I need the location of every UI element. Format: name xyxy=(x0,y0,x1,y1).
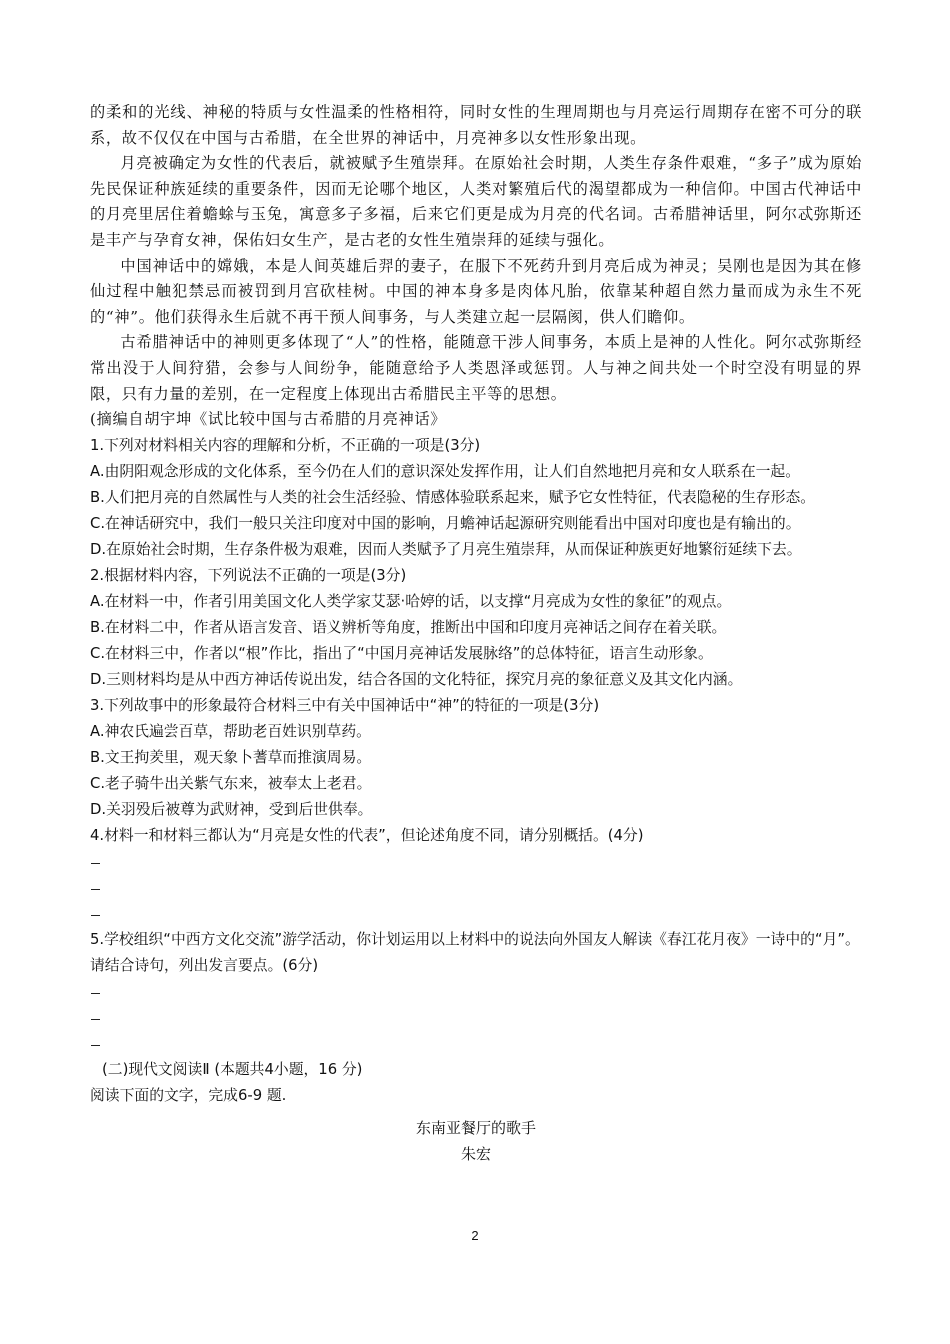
question-1-option-b: B.人们把月亮的自然属性与人类的社会生活经验、情感体验联系起来，赋予它女性特征，代表隐秘的生存形态。 xyxy=(90,488,816,506)
section-instruction: 阅读下面的文字，完成6-9 题. xyxy=(90,1086,287,1104)
question-4-stem: 4.材料一和材料三都认为“月亮是女性的代表”，但论述角度不同，请分别概括。(4分) xyxy=(90,826,644,844)
source-citation: (摘编自胡宇坤《试比较中国与古希腊的月亮神话》 xyxy=(90,410,447,429)
answer-blank[interactable] xyxy=(90,875,862,901)
answer-blank[interactable] xyxy=(90,901,862,927)
question-list xyxy=(90,433,862,1057)
answer-blank[interactable] xyxy=(90,849,862,875)
section-heading: (二)现代文阅读Ⅱ (本题共4小题，16 分) xyxy=(102,1060,363,1078)
answer-blank[interactable] xyxy=(90,979,862,1005)
passage-paragraph-1: 的柔和的光线、神秘的特质与女性温柔的性格相符，同时女性的生理周期也与月亮运行周期存在密不可分的联系，故不仅仅在中国与古希腊，在全世界的神话中，月亮神多以女性形象出现。 xyxy=(90,103,862,147)
page-content xyxy=(90,100,862,1167)
question-3-option-b: B.文王拘羑里，观天象卜蓍草而推演周易。 xyxy=(90,748,372,766)
article-header xyxy=(90,1115,862,1167)
question-2-option-b: B.在材料二中，作者从语言发音、语义辨析等角度，推断出中国和印度月亮神话之间存在着关联。 xyxy=(90,618,727,636)
question-2-stem: 2.根据材料内容，下列说法不正确的一项是(3分) xyxy=(90,566,407,584)
article-author: 朱宏 xyxy=(460,1144,491,1163)
question-3-option-d: D.关羽殁后被尊为武财神，受到后世供奉。 xyxy=(90,800,373,818)
answer-blank[interactable] xyxy=(90,1005,862,1031)
passage-paragraph-2: 月亮被确定为女性的代表后，就被赋予生殖崇拜。在原始社会时期，人类生存条件艰难，“多子”成为原始先民保证种族延续的重要条件，因而无论哪个地区，人类对繁殖后代的渴望都成为一种信仰。中国古代神话中的月亮里居住着蟾蜍与玉兔，寓意多子多福，后来它们更是成为月亮的代名词。古希腊神话里，阿尔忒弥斯还是丰产与孕育女神，保佑妇女生产，是古老的女性生殖崇拜的延续与强化。 xyxy=(90,154,862,249)
question-2-option-a: A.在材料一中，作者引用美国文化人类学家艾瑟·哈婷的话，以支撑“月亮成为女性的象征”的观点。 xyxy=(90,592,732,610)
question-3-option-a: A.神农氏遍尝百草，帮助老百姓识别草药。 xyxy=(90,722,371,740)
question-1-option-d: D.在原始社会时期，生存条件极为艰难，因而人类赋予了月亮生殖崇拜，从而保证种族更好地繁衍延续下去。 xyxy=(90,540,802,558)
question-5-stem: 5.学校组织“中西方文化交流”游学活动，你计划运用以上材料中的说法向外国友人解读《春江花月夜》一诗中的“月”。请结合诗句，列出发言要点。(6分) xyxy=(90,930,860,974)
question-3-stem: 3.下列故事中的形象最符合材料三中有关中国神话中“神”的特征的一项是(3分) xyxy=(90,696,600,714)
page-number: 2 xyxy=(471,1228,479,1243)
question-3-option-c: C.老子骑牛出关紫气东来，被奉太上老君。 xyxy=(90,774,372,792)
article-title: 东南亚餐厅的歌手 xyxy=(415,1118,536,1137)
section-header xyxy=(90,1057,862,1109)
answer-blank[interactable] xyxy=(90,1031,862,1057)
question-1-option-c: C.在神话研究中，我们一般只关注印度对中国的影响，月蟾神话起源研究则能看出中国对印度也是有输出的。 xyxy=(90,514,801,532)
question-1-option-a: A.由阴阳观念形成的文化体系，至今仍在人们的意识深处发挥作用，让人们自然地把月亮和女人联系在一起。 xyxy=(90,462,801,480)
question-2-option-c: C.在材料三中，作者以“根”作比，指出了“中国月亮神话发展脉络”的总体特征，语言生动形象。 xyxy=(90,644,713,662)
question-2-option-d: D.三则材料均是从中西方神话传说出发，结合各国的文化特征，探究月亮的象征意义及其文化内涵。 xyxy=(90,670,743,688)
passage-paragraph-4: 古希腊神话中的神则更多体现了“人”的性格，能随意干涉人间事务，本质上是神的人性化。阿尔忒弥斯经常出没于人间狩猎，会参与人间纷争，能随意给予人类恩泽或惩罚。人与神之间共处一个时空没有明显的界限，只有力量的差别，在一定程度上体现出古希腊民主平等的思想。 xyxy=(90,333,862,403)
reading-passage xyxy=(90,100,862,433)
passage-paragraph-3: 中国神话中的嫦娥，本是人间英雄后羿的妻子，在服下不死药升到月亮后成为神灵；吴刚也是因为其在修仙过程中触犯禁忌而被罚到月宫砍桂树。中国的神本身多是肉体凡胎，依靠某种超自然力量而成为永生不死的“神”。他们获得永生后就不再干预人间事务，与人类建立起一层隔阂，供人们瞻仰。 xyxy=(90,256,862,326)
question-1-stem: 1.下列对材料相关内容的理解和分析，不正确的一项是(3分) xyxy=(90,436,481,454)
